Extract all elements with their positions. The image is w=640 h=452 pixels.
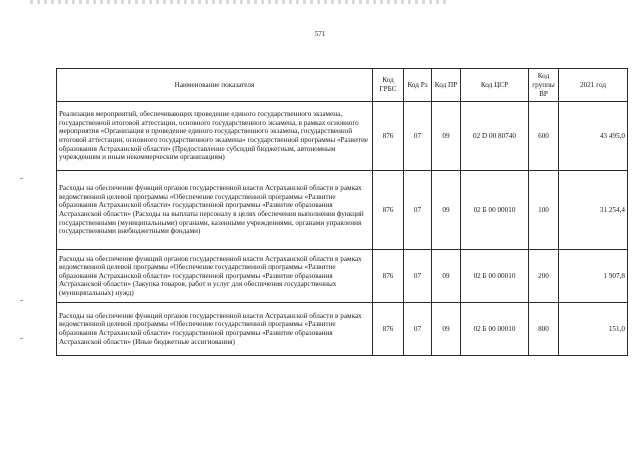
table-row	[57, 303, 628, 356]
row-csr: 02 D 00 80740	[461, 102, 529, 171]
table-row	[57, 102, 628, 171]
row-grbs: 876	[373, 303, 404, 356]
row-rz: 07	[404, 171, 432, 250]
row-csr: 02 Б 00 00010	[461, 250, 529, 303]
header-pr: Код ПР	[432, 69, 461, 102]
table-row	[57, 250, 628, 303]
row-grbs: 876	[373, 250, 404, 303]
row-grbs: 876	[373, 171, 404, 250]
row-rz: 07	[404, 250, 432, 303]
row-amount: 31 254,4	[559, 171, 628, 250]
scan-margin-mark	[20, 178, 23, 179]
scan-margin-mark	[20, 338, 23, 339]
row-pr: 09	[432, 303, 461, 356]
header-csr: Код ЦСР	[461, 69, 529, 102]
header-rz: Код Рз	[404, 69, 432, 102]
row-grbs: 876	[373, 102, 404, 171]
row-vr: 100	[529, 171, 559, 250]
row-amount: 43 495,0	[559, 102, 628, 171]
row-rz: 07	[404, 303, 432, 356]
row-amount: 1 907,8	[559, 250, 628, 303]
page-number: 571	[314, 30, 326, 38]
header-vr: Код группы ВР	[529, 69, 559, 102]
row-rz: 07	[404, 102, 432, 171]
row-vr: 600	[529, 102, 559, 171]
scan-margin-mark	[20, 300, 23, 301]
table-header-row	[57, 69, 628, 102]
budget-table	[56, 68, 628, 356]
header-grbs: Код ГРБС	[373, 69, 404, 102]
row-name: Расходы на обеспечение функций органов государственной власти Астраханской области в рамках ведомственной целевой программы «Обеспечение государственной программы «Развитие образования Астраханской области» государственной программы «Развитие образования Астраханской области» (Иные бюджетные ассигнования)	[57, 303, 373, 356]
row-vr: 800	[529, 303, 559, 356]
row-pr: 09	[432, 250, 461, 303]
row-amount: 151,0	[559, 303, 628, 356]
row-vr: 200	[529, 250, 559, 303]
header-name: Наименование показателя	[57, 69, 373, 102]
row-csr: 02 Б 00 00010	[461, 171, 529, 250]
row-pr: 09	[432, 102, 461, 171]
row-pr: 09	[432, 171, 461, 250]
row-name: Реализация мероприятий, обеспечивающих проведение единого государственного экзамена, государственной итоговой аттестации, основного государственного экзамена, в рамках основного мероприятия «Организация и проведение единого государственного экзамена, государственной итоговой аттестации, основного государственного экзамена» государственной программы «Развитие образования Астраханской области» (Предоставление субсидий бюджетным, автономным учреждениям и иным некоммерческим организациям)	[57, 102, 373, 171]
scan-top-edge-artifact	[30, 0, 450, 4]
row-name: Расходы на обеспечение функций органов государственной власти Астраханской области в рамках ведомственной целевой программы «Обеспечение государственной программы «Развитие образования Астраханской области» государственной программы «Развитие образования Астраханской области» (Закупка товаров, работ и услуг для обеспечения государственных (муниципальных) нужд)	[57, 250, 373, 303]
header-year: 2021 год	[559, 69, 628, 102]
table-row	[57, 171, 628, 250]
row-name: Расходы на обеспечение функций органов государственной власти Астраханской области в рамках ведомственной целевой программы «Обеспечение государственной программы «Развитие образования Астраханской области» государственной программы «Развитие образования Астраханской области» (Расходы на выплаты персоналу в целях обеспечения выполнения функций государственными (муниципальными) органами, казенными учреждениями, органами управления государственными внебюджетными фондами)	[57, 171, 373, 250]
row-csr: 02 Б 00 00010	[461, 303, 529, 356]
